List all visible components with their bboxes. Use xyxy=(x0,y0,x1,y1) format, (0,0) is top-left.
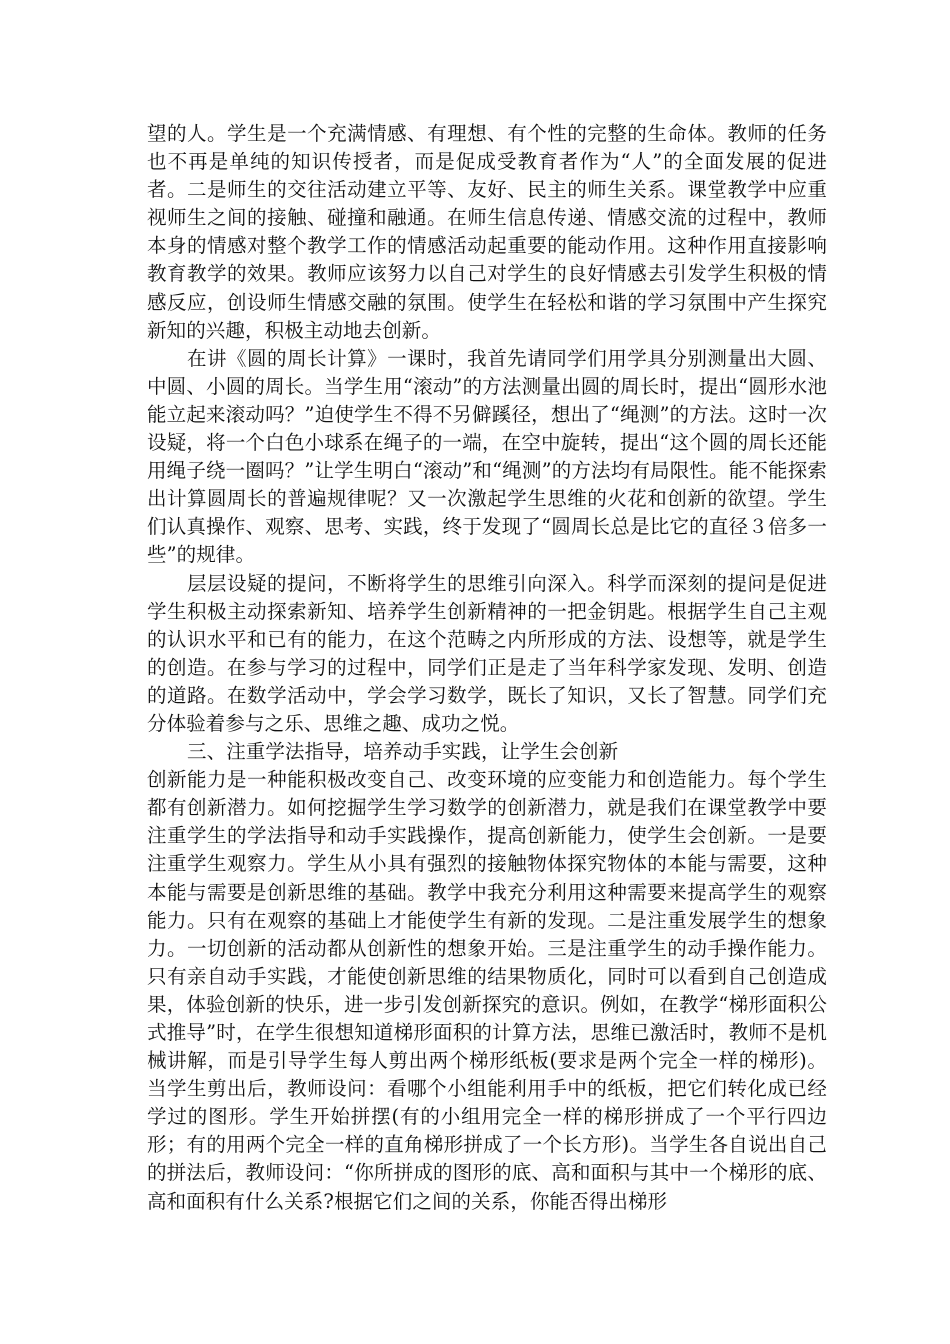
paragraph-1: 望的人。学生是一个充满情感、有理想、有个性的完整的生命体。教师的任务也不再是单纯的知识传授者，而是促成受教育者作为“人”的全面发展的促进者。二是师生的交往活动建立平等、友好、民主的师生关系。课堂教学中应重视师生之间的接触、碰撞和融通。在师生信息传递、情感交流的过程中，教师本身的情感对整个教学工作的情感活动起重要的能动作用。这种作用直接影响教育教学的效果。教师应该努力以自己对学生的良好情感去引发学生积极的情感反应，创设师生情感交融的氛围。使学生在轻松和谐的学习氛围中产生探究新知的兴趣，积极主动地去创新。 xyxy=(147,122,827,342)
paragraph-2: 在讲《圆的周长计算》一课时，我首先请同学们用学具分别测量出大圆、中圆、小圆的周长。当学生用“滚动”的方法测量出圆的周长时，提出“圆形水池能立起来滚动吗？”迫使学生不得不另僻蹊径，想出了“绳测”的方法。这时一次设疑，将一个白色小球系在绳子的一端，在空中旋转，提出“这个圆的周长还能用绳子绕一圈吗？”让学生明白“滚动”和“绳测”的方法均有局限性。能不能探索出计算圆周长的普遍规律呢？又一次激起学生思维的火花和创新的欲望。学生们认真操作、观察、思考、实践，终于发现了“圆周长总是比它的直径３倍多一些”的规律。 xyxy=(147,346,827,567)
paragraph-4: 创新能力是一种能积极改变自己、改变环境的应变能力和创造能力。每个学生都有创新潜力。如何挖掘学生学习数学的创新潜力，就是我们在课堂教学中要注重学生的学法指导和动手实践操作，提高创新能力，使学生会创新。一是要注重学生观察力。学生从小具有强烈的接触物体探究物体的本能与需要，这种本能与需要是创新思维的基础。教学中我充分利用这种需要来提高学生的观察能力。只有在观察的基础上才能使学生有新的发现。二是注重发展学生的想象力。一切创新的活动都从创新性的想象开始。三是注重学生的动手操作能力。只有亲自动手实践，才能使创新思维的结果物质化，同时可以看到自己创造成果，体验创新的快乐，进一步引发创新探究的意识。例如，在教学“梯形面积公式推导”时，在学生很想知道梯形面积的计算方法，思维已激活时，教师不是机械讲解，而是引导学生每人剪出两个梯形纸板(要求是两个完全一样的梯形)。当学生剪出后，教师设问：看哪个小组能利用手中的纸板，把它们转化成已经学过的图形。学生开始拼摆(有的小组用完全一样的梯形拼成了一个平行四边形；有的用两个完全一样的直角梯形拼成了一个长方形)。当学生各自说出自己的拼法后，教师设问：“你所拼成的图形的底、高和面积与其中一个梯形的底、高和面积有什么关系?根据它们之间的关系，你能否得出梯形 xyxy=(147,768,827,1213)
document-body xyxy=(147,120,827,1216)
section-heading: 三、注重学法指导，培养动手实践，让学生会创新 xyxy=(187,740,619,764)
paragraph-3: 层层设疑的提问，不断将学生的思维引向深入。科学而深刻的提问是促进学生积极主动探索新知、培养学生创新精神的一把金钥匙。根据学生自己主观的认识水平和已有的能力，在这个范畴之内所形成的方法、设想等，就是学生的创造。在参与学习的过程中，同学们正是走了当年科学家发现、发明、创造的道路。在数学活动中，学会学习数学，既长了知识，又长了智慧。同学们充分体验着参与之乐、思维之趣、成功之悦。 xyxy=(147,571,827,735)
